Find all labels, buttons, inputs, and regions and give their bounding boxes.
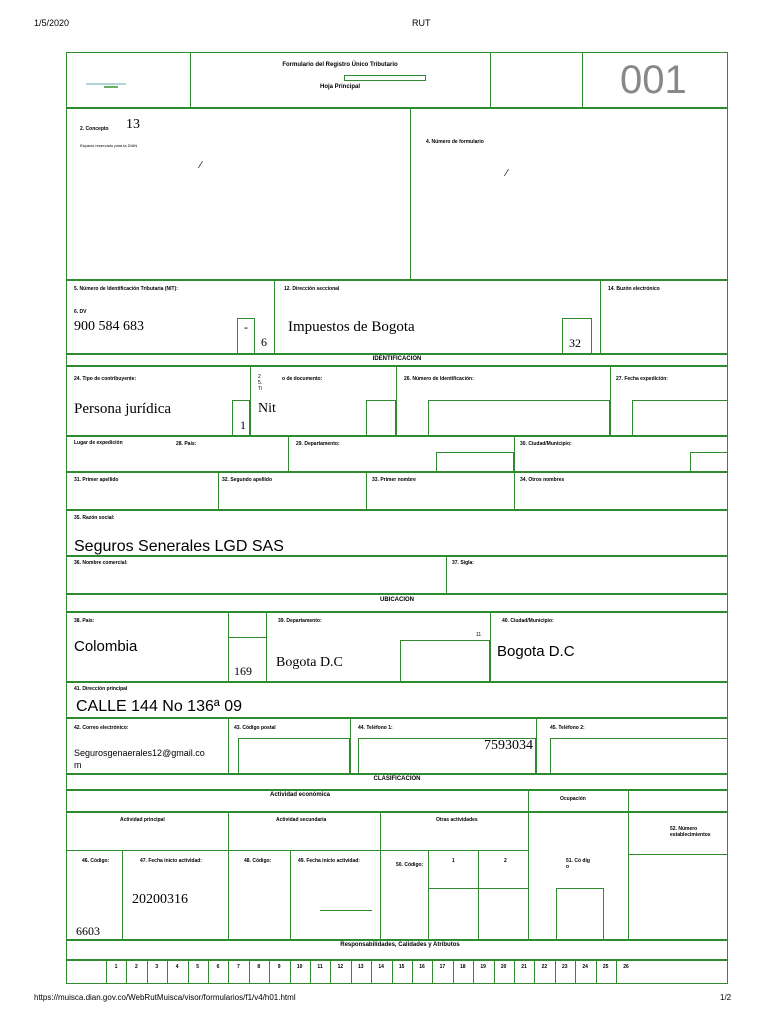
resp-number: 26 [623,964,629,970]
form-number-big: 001 [620,58,687,102]
resp-number: 12 [337,964,344,970]
resp-number: 16 [419,964,425,970]
razon-social-label: 35. Razón social: [74,515,115,521]
ciudad-expedicion-label: 30. Ciudad/Municipio: [520,441,572,447]
otros-nombres-label: 34. Otros nombres [520,477,565,483]
section-ubicacion: UBICACION [380,597,414,603]
segundo-apellido-label: 32. Segundo apellido [222,477,273,483]
tel2-label: 45. Teléfono 2: [550,725,585,731]
resp-number: 24 [582,964,588,970]
numero-id-label: 26. Número de Identificación: [404,376,474,382]
resp-number: 21 [521,964,527,970]
otras-actividades-label: Otras actividades [436,817,478,823]
resp-number: 17 [439,964,446,970]
codigo48-label: 48. Código: [244,858,272,864]
responsabilidades-label: Responsabilidades, Calidades y Atributos [340,942,460,948]
seccional-value: Impuestos de Bogota [288,319,415,335]
resp-number: 20 [500,964,507,970]
primer-nombre-label: 33. Primer nombre [372,477,416,483]
depto-label: 39. Departamento: [278,618,322,624]
correo-label: 42. Correo electrónico: [74,725,129,731]
tipo-contribuyente-code: 1 [240,418,246,432]
col2-label: 2 [504,858,507,864]
depto-code: 11 [476,632,482,638]
resp-number: 14 [378,964,384,970]
buzon-label: 14. Buzón electrónico [608,286,660,292]
resp-number: 3 [155,964,159,970]
concept-label: 2. Concepto [80,126,109,132]
nit-label: 5. Número de Identificación Tributaria (NIT): [74,286,178,292]
ciudad-value: Bogota D.C [497,643,575,660]
mark-icon: ⁄ [506,168,508,179]
razon-social-value: Seguros Senerales LGD SAS [74,538,284,555]
lugar-expedicion-label: Lugar de expedición [74,440,123,446]
tipo-doc-value: Nit [258,401,276,416]
form-subtitle: Hoja Principal [319,84,360,90]
dv-value: 6 [261,335,267,349]
codigo50-label: 50. Código: [396,862,424,868]
resp-number: 6 [216,964,220,970]
resp-number: 1 [114,964,118,970]
nit-dash: - [244,320,248,334]
establecimientos-label: 52. Número establecimientos [670,826,711,838]
resp-number: 23 [562,964,568,970]
print-title: RUT [412,18,431,28]
resp-number: 15 [398,964,405,970]
mark-icon: ⁄ [200,160,202,171]
reserved-space: Espacio reservado para la DIAN [80,143,138,148]
resp-number: 25 [602,964,609,970]
resp-number: 22 [541,964,548,970]
pais-code: 169 [234,664,252,678]
resp-number: 4 [175,964,179,970]
fecha-expedicion-label: 27. Fecha expedición: [616,376,668,382]
nit-value: 900 584 683 [74,319,144,334]
resp-number: 2 [135,964,138,970]
tel1-value: 7593034 [484,738,533,753]
codigo46-label: 46. Código: [82,858,110,864]
resp-number: 10 [296,964,303,970]
resp-number: 7 [237,964,240,970]
codigo46-value: 6603 [76,924,100,938]
resp-number: 18 [460,964,466,970]
seccional-label: 12. Dirección seccional [284,286,340,292]
actividad-principal-label: Actividad principal [120,817,165,823]
postal-label: 43. Código postal [234,725,276,731]
tipo-contribuyente-value: Persona jurídica [74,401,172,417]
ocupacion-label: Ocupación [560,796,586,802]
resp-number: 5 [196,964,199,970]
footer-url[interactable]: https://muisca.dian.gov.co/WebRutMuisca/visor/formularios/f1/v4/h01.html [34,993,296,1002]
seccional-code: 32 [569,336,581,350]
resp-number: 11 [317,964,323,970]
tipo-contribuyente-label: 24. Tipo de contribuyente: [74,376,137,382]
pais-expedicion-label: 28. País: [176,441,197,447]
tel1-label: 44. Teléfono 1: [358,725,393,731]
correo-value-cont: m [74,760,82,770]
actividad-secundaria-label: Actividad secundaria [276,817,327,823]
primer-apellido-label: 31. Primer apellido [74,477,119,483]
fecha49-label: 49. Fecha inicio actividad: [298,858,360,864]
depto-value: Bogota D.C [276,655,343,670]
concept-value: 13 [126,117,140,132]
dian-logo-icon [86,76,126,82]
form-title: Formulario del Registro Único Tributario [282,62,398,68]
pais-label: 38. País: [74,618,95,624]
direccion-label: 41. Dirección principal [74,686,128,692]
resp-number: 13 [358,964,364,970]
pais-value: Colombia [74,638,138,655]
fecha47-value: 20200316 [132,892,188,907]
actividad-economica: Actividad económica [269,792,331,798]
sigla-label: 37. Sigla: [452,560,474,566]
codigo51-label: 51. Có dig o [566,858,590,870]
col1-label: 1 [452,858,455,864]
dv-label: 6. DV [74,309,87,315]
tipo-doc-num: 2 5. Ti [258,374,263,392]
direccion-value: CALLE 144 No 136ª 09 [76,698,243,715]
section-identificacion: IDENTIFICACION [372,356,422,362]
fecha47-label: 47. Fecha inicio actividad: [140,858,202,864]
resp-number: 8 [257,964,261,970]
print-date: 1/5/2020 [34,18,70,28]
nombre-comercial-label: 36. Nombre comercial: [74,560,128,566]
resp-number: 9 [277,964,281,970]
section-clasificacion: CLASIFICACION [373,776,421,782]
resp-number: 19 [480,964,486,970]
depto-expedicion-label: 29. Departamento: [296,441,340,447]
correo-value: Segurosgenaerales12@gmail.co [74,748,205,758]
ciudad-label: 40. Ciudad/Municipio: [502,618,554,624]
footer-page: 1/2 [720,993,732,1002]
form-number-label: 4. Número de formulario [426,139,484,145]
tipo-doc-label: o de documento: [282,376,323,382]
